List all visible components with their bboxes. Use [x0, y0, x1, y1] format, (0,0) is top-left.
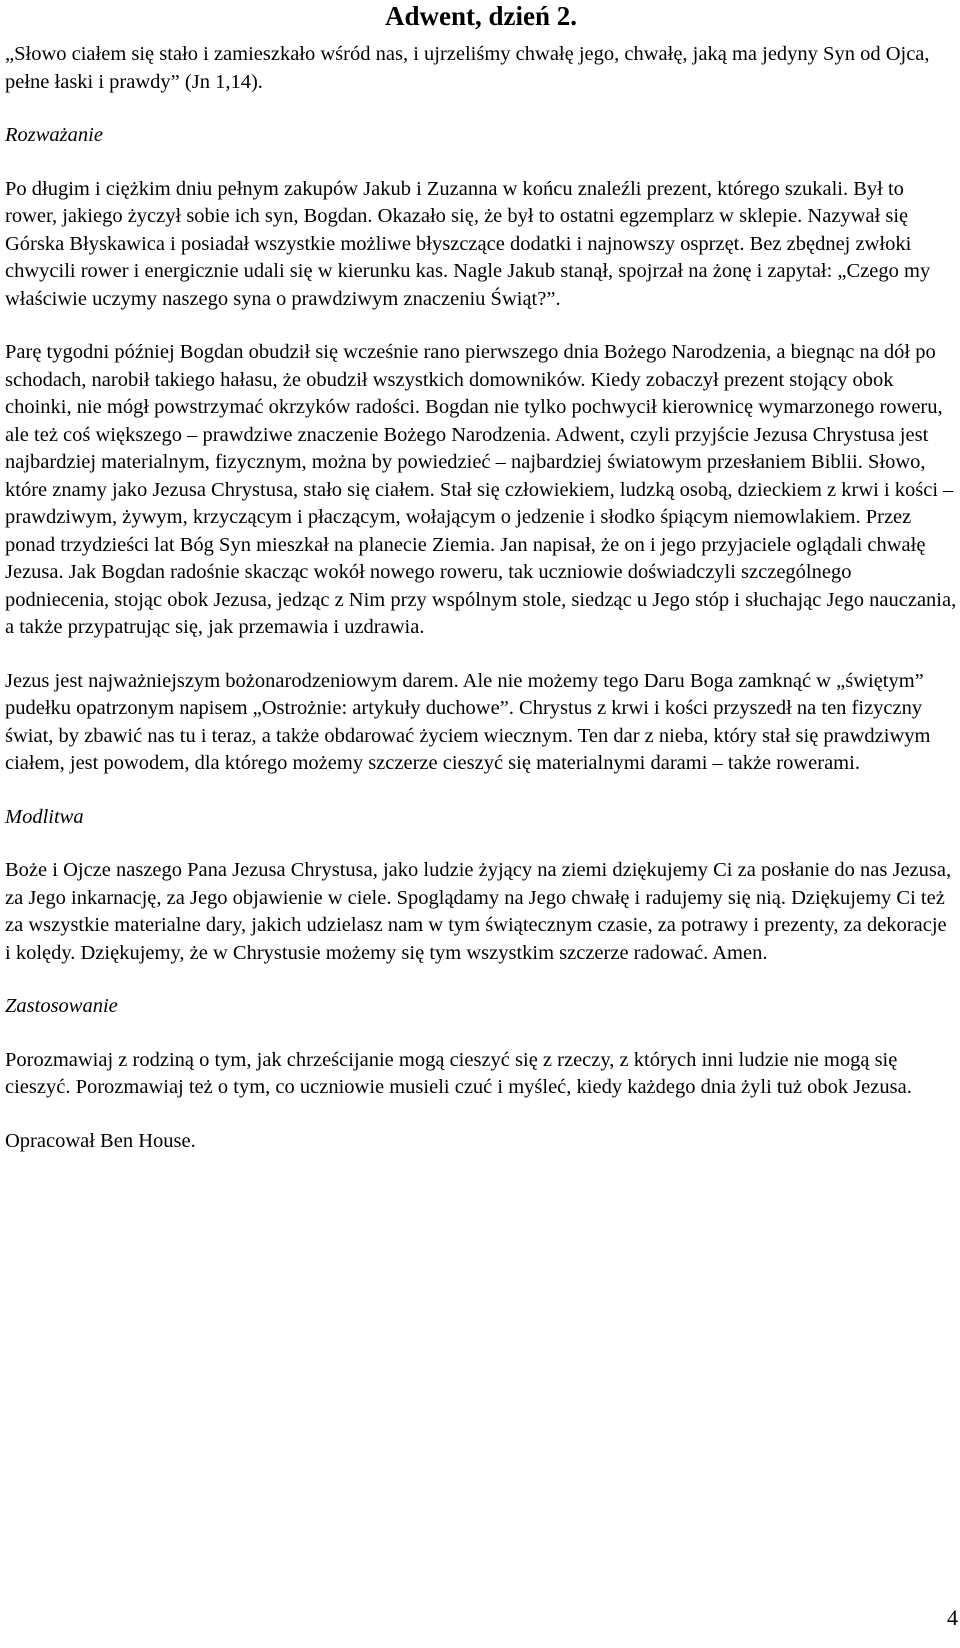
author-note: Opracował Ben House.: [5, 1129, 196, 1152]
page-title: Adwent, dzień 2.: [384, 1, 577, 31]
application-heading: Zastosowanie: [5, 995, 118, 1017]
reflection-paragraph-1: Po długim i ciężkim dniu pełnym zakupów Jakub i Zuzanna w końcu znaleźli prezent, którego szukali. Był to rower, jakiego życzył sobie ich syn, Bogdan. Okazało się, że był to ostatni egzemplarz w sklepie. Nazywał się Górska Błyskawica i posiadał wszystkie możliwe błyszczące dodatki i najnowszy osprzęt. Bez zbędnej zwłoki chwycili rower i energicznie udali się w kierunku kas. Nagle Jakub stanął, spojrzał na żonę i zapytał: „Czego my właściwie uczymy naszego syna o prawdziwym znaczeniu Świąt?”.: [5, 177, 931, 310]
page-number: 4: [947, 1605, 958, 1630]
document-page: [5, 0, 957, 1155]
reflection-paragraph-2: Parę tygodni później Bogdan obudził się wcześnie rano pierwszego dnia Bożego Narodzenia, a biegnąc na dół po schodach, narobił takiego hałasu, że obudził wszystkich domowników. Kiedy zobaczył prezent stojący obok choinki, nie mógł powstrzymać okrzyków radości. Bogdan nie tylko pochwycił kierownicę wymarzonego roweru, ale też coś większego – prawdziwe znaczenie Bożego Narodzenia. Adwent, czyli przyjście Jezusa Chrystusa jest najbardziej materialnym, fizycznym, można by powiedzieć – najbardziej światowym przesłaniem Biblii. Słowo, które znamy jako Jezusa Chrystusa, stało się ciałem. Stał się człowiekiem, ludzką osobą, dzieckiem z krwi i kości – prawdziwym, żywym, krzyczącym i płaczącym, wołającym o jedzenie i słodko śpiącym niemowlakiem. Przez ponad trzydzieści lat Bóg Syn mieszkał na planecie Ziemia. Jan napisał, że on i jego przyjaciele oglądali chwałę Jezusa. Jak Bogdan radośnie skacząc wokół nowego roweru, tak uczniowie doświadczyli szczególnego podniecenia, stojąc obok Jezusa, jedząc z Nim przy wspólnym stole, siedząc u Jego stóp i słuchając Jego nauczania, a także przypatrując się, jak przemawia i uzdrawia.: [5, 341, 957, 638]
reflection-heading: Rozważanie: [5, 124, 103, 146]
application-text: Porozmawiaj z rodziną o tym, jak chrześcijanie mogą cieszyć się z rzeczy, z których inni ludzie nie mogą się cieszyć. Porozmawiaj też o tym, co uczniowie musieli czuć i myśleć, kiedy każdego dnia żyli tuż obok Jezusa.: [5, 1048, 912, 1098]
bible-verse: „Słowo ciałem się stało i zamieszkało wśród nas, i ujrzeliśmy chwałę jego, chwałę, jaką ma jedyny Syn od Ojca, pełne łaski i prawdy” (Jn 1,14).: [5, 43, 930, 93]
prayer-heading: Modlitwa: [5, 805, 84, 828]
prayer-text: Boże i Ojcze naszego Pana Jezusa Chrystusa, jako ludzie żyjący na ziemi dziękujemy Ci za posłanie do nas Jezusa, za Jego inkarnację, za Jego objawienie w ciele. Spoglądamy na Jego chwałę i radujemy się nią. Dziękujemy Ci też za wszystkie materialne dary, jakich udzielasz nam w tym świątecznym czasie, za potrawy i prezenty, za dekoracje i kolędy. Dziękujemy, że w Chrystusie możemy się tym wszystkim szczerze radować. Amen.: [5, 859, 952, 964]
reflection-paragraph-3: Jezus jest najważniejszym bożonarodzeniowym darem. Ale nie możemy tego Daru Boga zamknąć w „świętym” pudełku opatrzonym napisem „Ostrożnie: artykuły duchowe”. Chrystus z krwi i kości przyszedł na ten fizyczny świat, by zbawić nas tu i teraz, a także obdarować życiem wiecznym. Ten dar z nieba, który stał się prawdziwym ciałem, jest powodem, dla którego możemy szczerze cieszyć się materialnymi darami – także rowerami.: [5, 669, 931, 774]
